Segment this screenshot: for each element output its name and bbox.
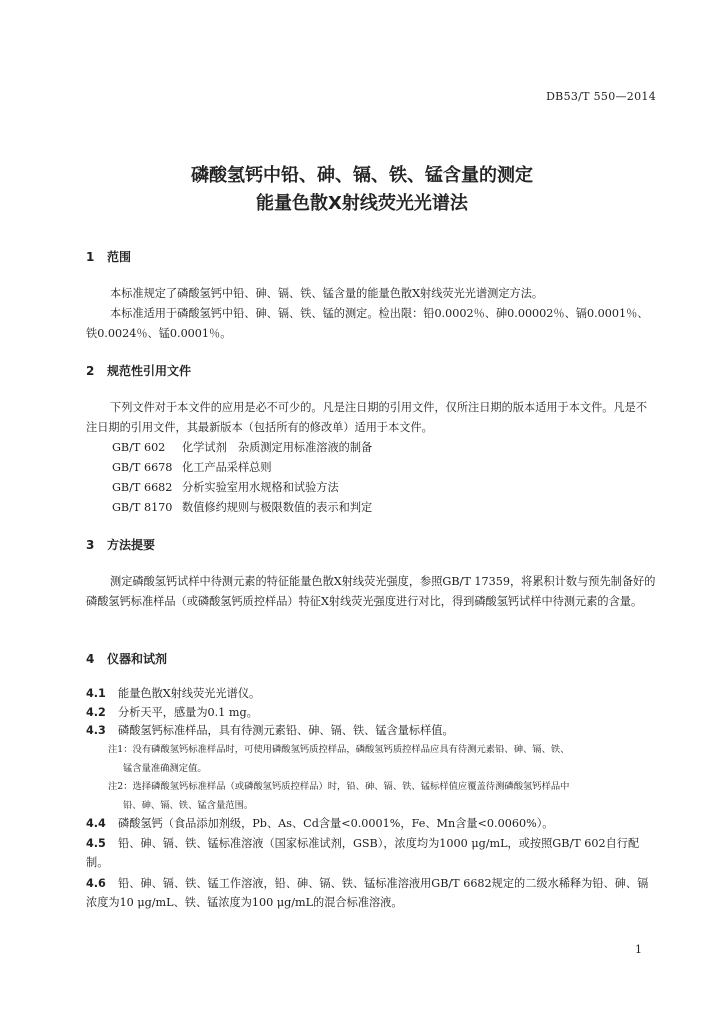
note-1: 注1：没有磷酸氢钙标准样品时，可使用磷酸氢钙质控样品，磷酸氢钙质控样品应具有待测元素铅、砷、镉、铁、 锰含量准确测定值。 <box>108 744 570 774</box>
item-4-3: 4.3 磷酸氢钙标准样品，具有待测元素铅、砷、镉、铁、锰含量标样值。 <box>86 724 454 737</box>
section-2-heading: 2 规范性引用文件 <box>86 364 192 378</box>
title-line-2: 能量色散X射线荧光光谱法 <box>256 193 468 214</box>
section-1-heading: 1 范围 <box>86 250 132 264</box>
reference-item: GB/T 8170 数值修约规则与极限数值的表示和判定 <box>112 501 373 514</box>
item-4-4: 4.4 磷酸氢钙（食品添加剂级，Pb、As、Cd含量<0.0001%，Fe、Mn含量<0.0060%）。 <box>86 817 554 830</box>
reference-item: GB/T 602 化学试剂 杂质测定用标准溶液的制备 <box>112 441 373 454</box>
section-2-paragraph: 下列文件对于本文件的应用是必不可少的。凡是注日期的引用文件，仅所注日期的版本适用于本文件。凡是不注日期的引用文件，其最新版本（包括所有的修改单）适用于本文件。 <box>86 401 648 434</box>
document-id: DB53/T 550—2014 <box>546 90 656 103</box>
item-4-5: 4.5 铅、砷、镉、铁、锰标准溶液（国家标准试剂，GSB），浓度均为1000 μg/mL，或按照GB/T 602自行配制。 <box>86 837 640 869</box>
item-4-1: 4.1 能量色散X射线荧光光谱仪。 <box>86 687 261 700</box>
title-line-1: 磷酸氢钙中铅、砷、镉、铁、锰含量的测定 <box>191 165 533 186</box>
section-1-paragraph-2: 本标准适用于磷酸氢钙中铅、砷、镉、铁、锰的测定。检出限：铅0.0002％、砷0.00002％、镉0.0001％、铁0.0024％、锰0.0001％。 <box>86 307 649 340</box>
page-number: 1 <box>635 943 642 956</box>
reference-item: GB/T 6682 分析实验室用水规格和试验方法 <box>112 481 339 494</box>
section-4-heading: 4 仪器和试剂 <box>86 652 168 666</box>
note-2: 注2：选择磷酸氢钙标准样品（或磷酸氢钙质控样品）时，铅、砷、镉、铁、锰标样值应覆盖待测磷酸氢钙样品中 铅、砷、镉、铁、锰含量范围。 <box>108 781 570 811</box>
section-1-paragraph-1: 本标准规定了磷酸氢钙中铅、砷、镉、铁、锰含量的能量色散X射线荧光光谱测定方法。 <box>110 287 544 300</box>
section-3-paragraph: 测定磷酸氢钙试样中待测元素的特征能量色散X射线荧光强度，参照GB/T 17359，将累积计数与预先制备好的磷酸氢钙标准样品（或磷酸氢钙质控样品）特征X射线荧光强度进行对比，得到磷酸氢钙试样中待测元素的含量。 <box>86 575 656 608</box>
item-4-2: 4.2 分析天平，感量为0.1 mg。 <box>86 706 258 719</box>
section-3-heading: 3 方法提要 <box>86 538 156 552</box>
reference-item: GB/T 6678 化工产品采样总则 <box>112 461 272 474</box>
item-4-6: 4.6 铅、砷、镉、铁、锰工作溶液，铅、砷、镉、铁、锰标准溶液用GB/T 6682规定的二级水稀释为铅、砷、镉浓度为10 μg/mL、铁、锰浓度为100 μg/mL的混合标准溶液。 <box>86 877 649 909</box>
